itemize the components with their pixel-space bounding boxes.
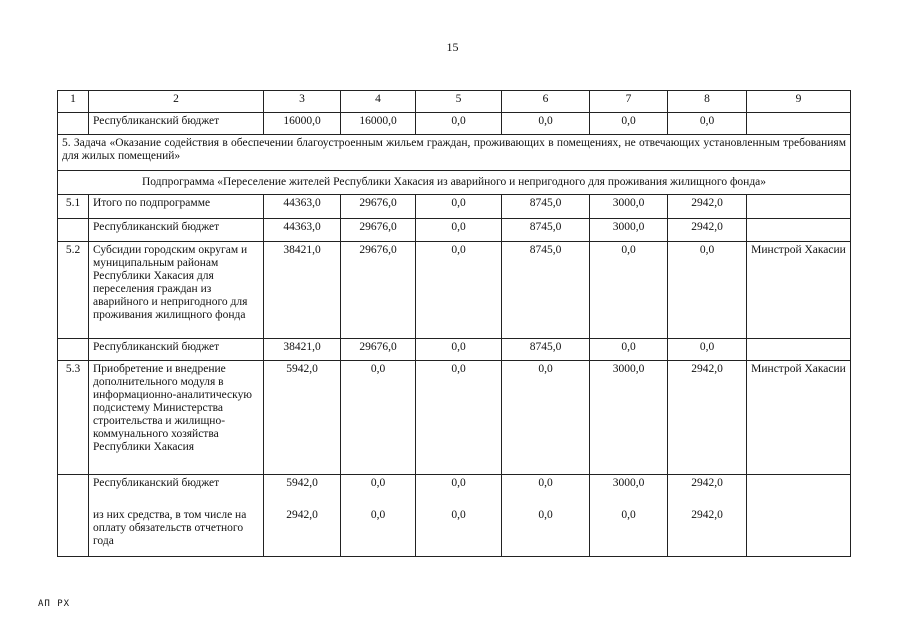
cell-value: 0,0 [416,361,502,475]
row-number: 5.3 [58,361,89,475]
cell-value: 0,0 [416,219,502,242]
col-header: 8 [668,91,747,113]
cell-value: 5942,0 [286,477,318,489]
cell-value: 0,0 [668,113,747,135]
cell-value: 2942,0 [668,195,747,219]
row-label: Республиканский бюджет [89,339,264,361]
cell-value: 0,0 [416,113,502,135]
cell-value: 8745,0 [502,339,590,361]
cell-value: 0,0 [370,477,386,489]
footer-mark: АП РХ [38,599,71,609]
cell-value: 44363,0 [264,195,341,219]
table-row [58,475,851,557]
header-row [58,91,851,113]
col-header: 1 [58,91,89,113]
col-header: 4 [341,91,416,113]
col-header: 7 [590,91,668,113]
cell-value: 0,0 [590,339,668,361]
subprogram-row [58,171,851,195]
task-row [58,135,851,171]
cell-value: 2942,0 [286,509,318,521]
cell-value: 2942,0 [668,219,747,242]
row-sublabel: из них средства, в том числе на оплату обязательств отчетного года [93,509,247,547]
col-header: 5 [416,91,502,113]
cell-value: 29676,0 [341,339,416,361]
cell-value: 0,0 [538,477,553,489]
col-header: 3 [264,91,341,113]
table-row [58,242,851,339]
cell-value: 0,0 [416,339,502,361]
row-label: Приобретение и внедрение дополнительного модуля в информационно-аналитическую подсистему Министерства строительства и жилищно-коммунального хозяйства Республики Хакасия [89,361,264,475]
row-label: Республиканский бюджет [89,113,264,135]
task-title: 5. Задача «Оказание содействия в обеспечении благоустроенным жильем граждан, проживающих в помещениях, не отвечающих установленным требованиям для жилых помещений» [58,135,851,171]
table-row [58,195,851,219]
cell-value: 3000,0 [590,195,668,219]
cell-value: 3000,0 [612,477,645,489]
row-label: Республиканский бюджет [89,219,264,242]
cell-value: 8745,0 [502,242,590,339]
cell-value: 44363,0 [264,219,341,242]
table-row [58,219,851,242]
cell-value: 3000,0 [590,361,668,475]
cell-value: 16000,0 [264,113,341,135]
cell-value: 38421,0 [264,242,341,339]
cell-value: 5942,0 [264,361,341,475]
col-header: 2 [89,91,264,113]
subprogram-title: Подпрограмма «Переселение жителей Республики Хакасия из аварийного и непригодного для проживания жилищного фонда» [58,171,851,195]
cell-value: 0,0 [416,242,502,339]
budget-table [57,90,851,557]
row-number: 5.1 [58,195,89,219]
cell-value: 0,0 [590,242,668,339]
cell-value: 0,0 [370,509,386,521]
cell-value: 29676,0 [341,242,416,339]
row-label: Субсидии городским округам и муниципальным районам Республики Хакасия для переселения граждан из аварийного и непригодного для проживания жилищного фонда [89,242,264,339]
cell-value: 8745,0 [502,219,590,242]
cell-value: 0,0 [590,113,668,135]
cell-value: 0,0 [416,195,502,219]
table-row [58,361,851,475]
cell-value: 0,0 [341,361,416,475]
cell-value: 0,0 [538,509,553,521]
col-header: 6 [502,91,590,113]
cell-value: 8745,0 [502,195,590,219]
row-label: Республиканский бюджет [93,477,220,489]
row-label: Итого по подпрограмме [89,195,264,219]
col-header: 9 [747,91,851,113]
cell-value: 38421,0 [264,339,341,361]
cell-value: 2942,0 [691,509,723,521]
cell-value: 0,0 [451,509,466,521]
cell-value: 0,0 [451,477,466,489]
cell-value: 2942,0 [691,477,723,489]
page-number: 15 [446,40,459,54]
executor: Минстрой Хакасии [747,361,851,475]
cell-value: 0,0 [502,361,590,475]
cell-value: 29676,0 [341,195,416,219]
cell-value: 0,0 [621,509,636,521]
cell-value: 29676,0 [341,219,416,242]
cell-value: 0,0 [668,339,747,361]
cell-value: 0,0 [502,113,590,135]
cell-value: 3000,0 [590,219,668,242]
cell-value: 16000,0 [341,113,416,135]
row-number: 5.2 [58,242,89,339]
cell-value: 2942,0 [668,361,747,475]
executor: Минстрой Хакасии [747,242,851,339]
table-row [58,339,851,361]
cell-value: 0,0 [668,242,747,339]
table-row [58,113,851,135]
